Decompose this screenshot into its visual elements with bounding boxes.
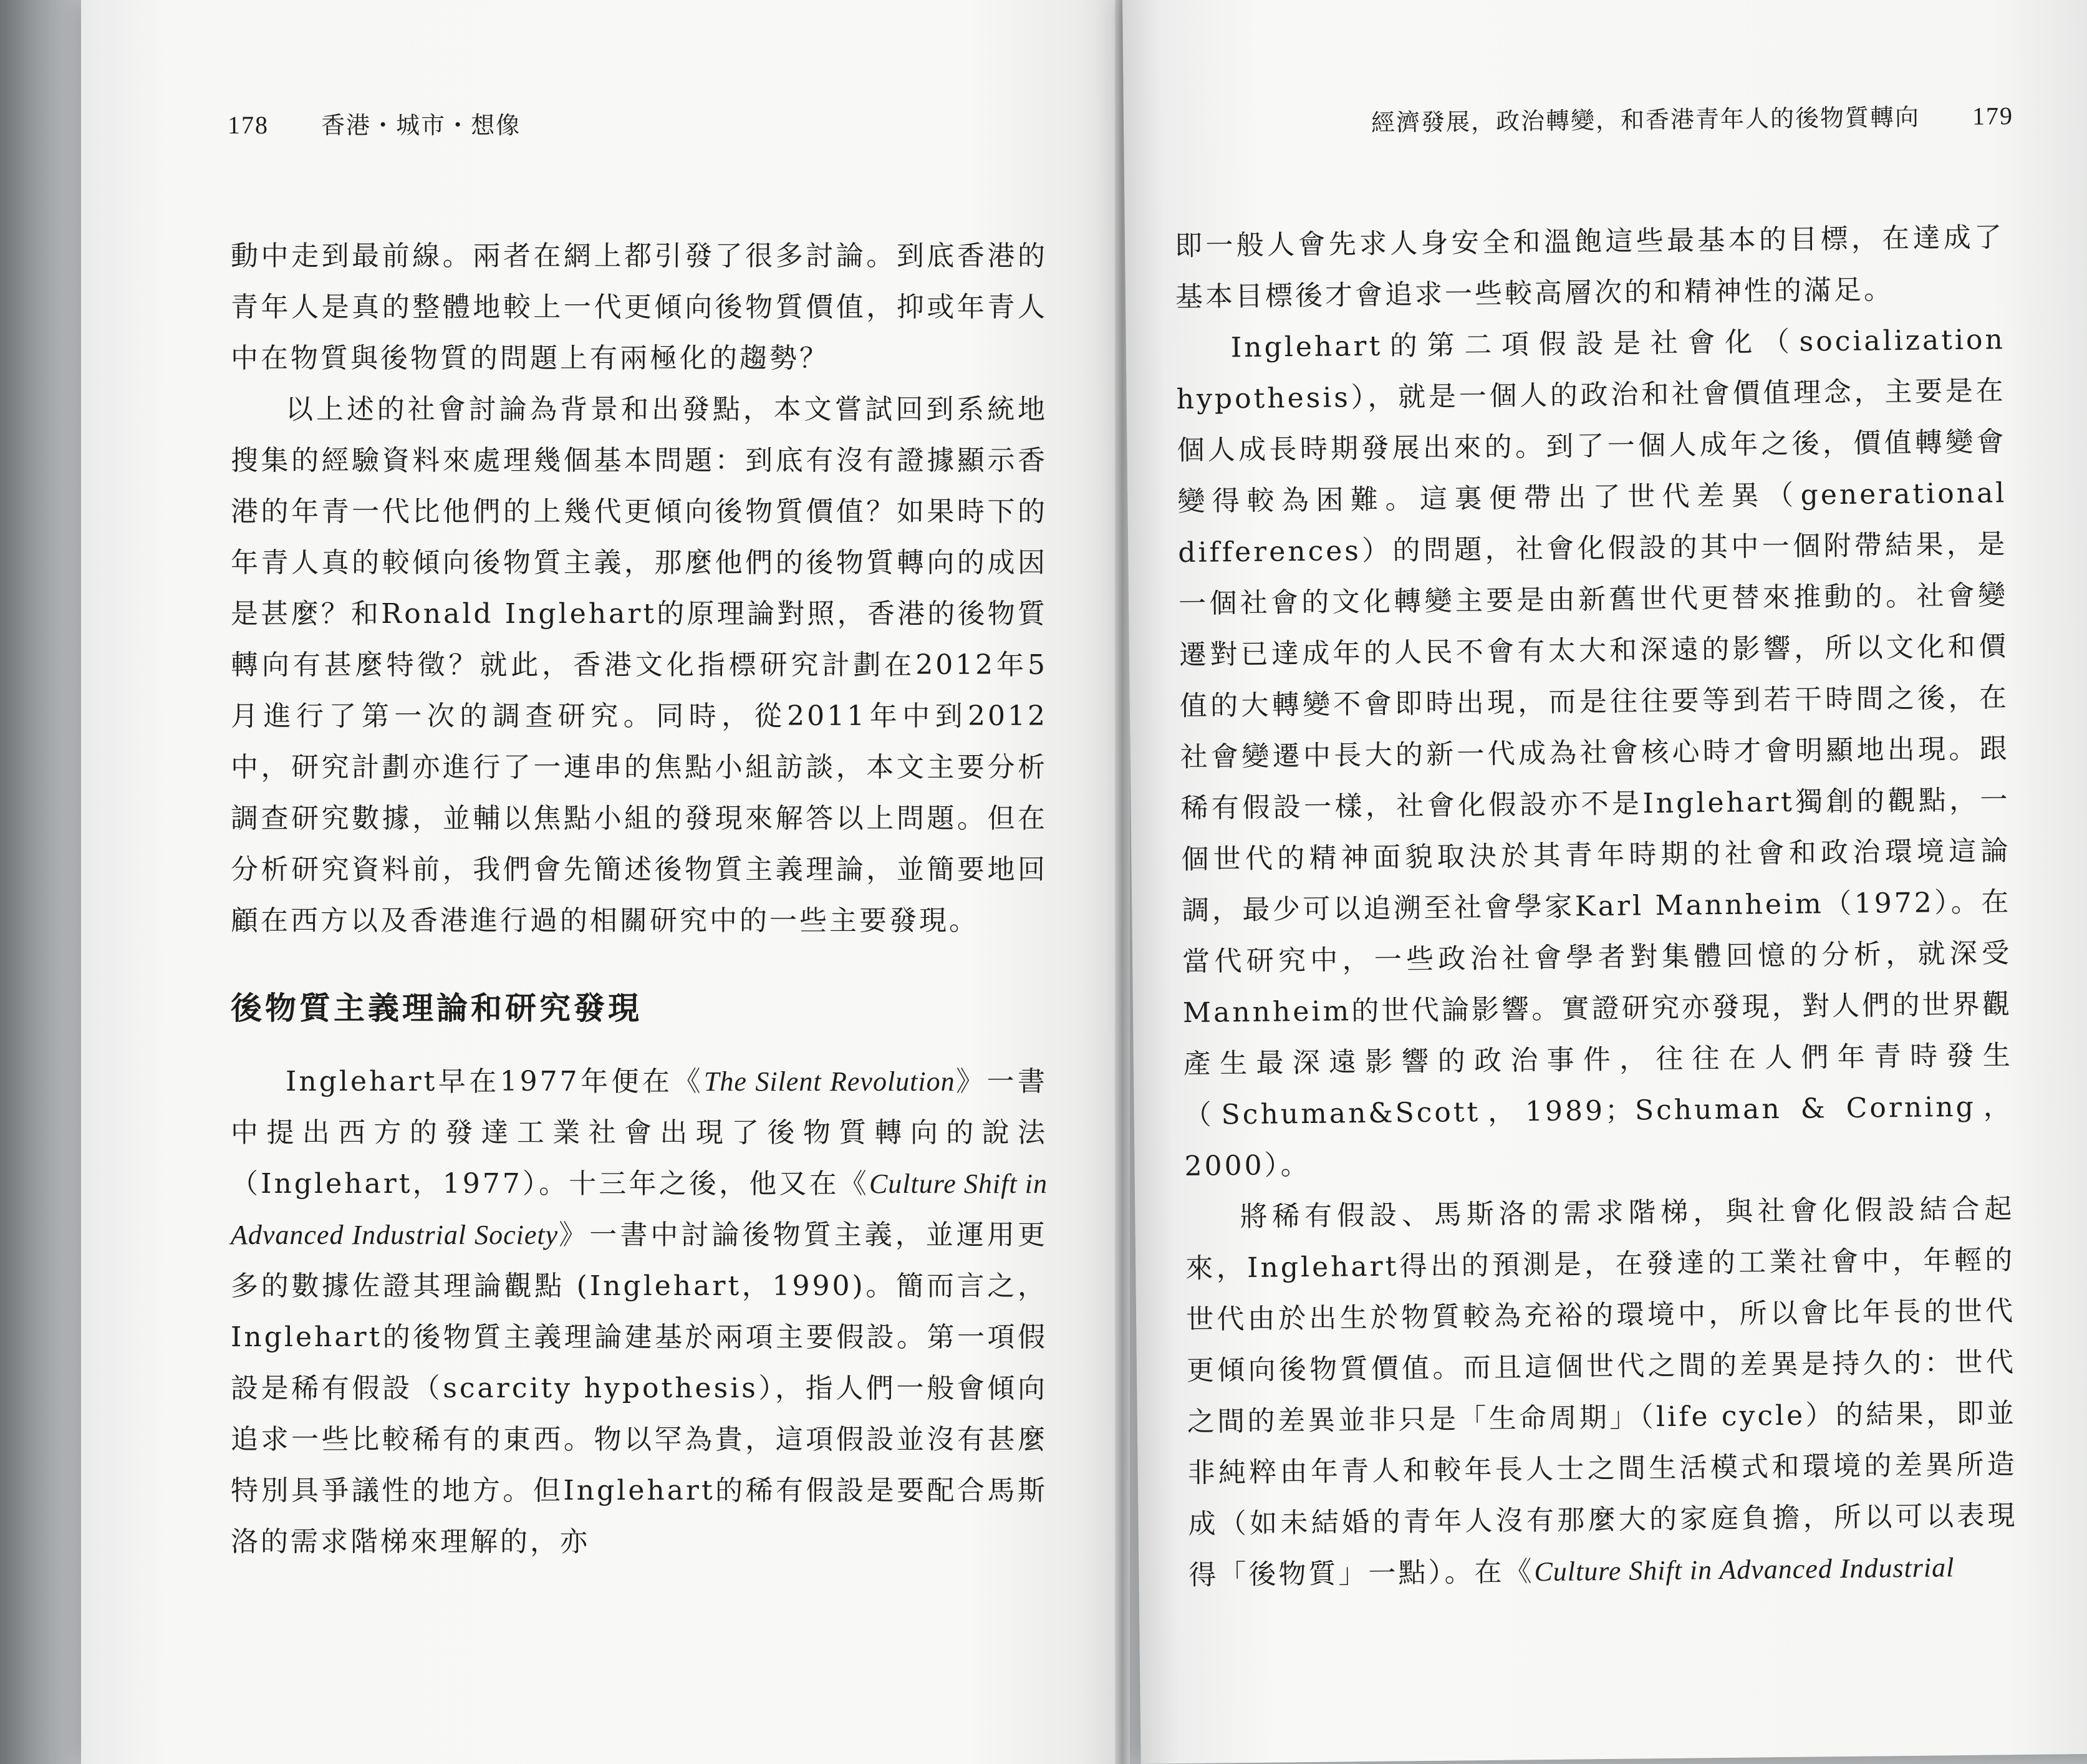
right-body-text	[1175, 212, 2018, 1601]
right-paragraph-1: 即一般人會先求人身安全和溫飽這些最基本的目標，在達成了基本目標後才會追求一些較高層次的和精神性的滿足。	[1174, 221, 2005, 314]
section-heading: 後物質主義理論和研究發現	[231, 990, 642, 1026]
left-paragraph-3-part-a: Inglehart早在1977年便在《	[286, 1066, 704, 1097]
left-running-head: 香港・城市・想像	[321, 112, 521, 139]
right-running-head: 經濟發展，政治轉變，和香港青年人的後物質轉向	[1371, 103, 1921, 137]
left-page	[81, 0, 1122, 1764]
right-paragraph-2: Inglehart的第二項假設是社會化（socialization hypothesis），就是一個人的政治和社會價值理念，主要是在個人成長時期發展出來的。到了一個人成年之後，價值轉變會變得較為困難。這裏便帶出了世代差異（generational differences）的問題，社會化假設的其中一個附帶結果，是一個社會的文化轉變主要是由新舊世代更替來推動的。社會變遷對已達成年的人民不會有太大和深遠的影響，所以文化和價值的大轉變不會即時出現，而是往往要等到若干時間之後，在社會變遷中長大的新一代成為社會核心時才會明顯地出現。跟稀有假設一樣，社會化假設亦不是Inglehart獨創的觀點，一個世代的精神面貌取決於其青年時期的社會和政治環境這論調，最少可以追溯至社會學家Karl Mannheim（1972）。在當代研究中，一些政治社會學者對集體回憶的分析，就深受Mannheim的世代論影響。實證研究亦發現，對人們的世界觀產生最深遠影響的政治事件，往往在人們年青時發生（Schuman&Scott，1989；Schuman & Corning，2000）。	[1176, 324, 2013, 1183]
book-title-silent-revolution: The Silent Revolution	[703, 1066, 955, 1097]
right-page-number: 179	[1972, 102, 2014, 130]
left-paragraph-3	[231, 1056, 1048, 1568]
book-edge	[0, 0, 94, 1764]
right-paragraph-3	[1185, 1183, 2018, 1601]
left-body-text	[231, 231, 1048, 1568]
right-page	[1122, 0, 2087, 1764]
left-page-number: 178	[228, 111, 269, 139]
left-paragraph-1: 動中走到最前線。兩者在網上都引發了很多討論。到底香港的青年人是真的整體地較上一代更傾向後物質價值，抑或年青人中在物質與後物質的問題上有兩極化的趨勢？	[231, 240, 1048, 374]
left-page-header	[228, 106, 521, 140]
right-page-header	[1371, 97, 2014, 138]
book-title-culture-shift: Culture Shift in Advanced Industrial Society	[231, 1169, 1048, 1250]
left-paragraph-3-part-b: 》一書中提出西方的發達工業社會出現了後物質轉向的說法（Inglehart，1977）。十三年之後，他又在《	[231, 1066, 1048, 1200]
left-paragraph-2: 以上述的社會討論為背景和出發點，本文嘗試回到系統地搜集的經驗資料來處理幾個基本問題：到底有沒有證據顯示香港的年青一代比他們的上幾代更傾向後物質價值？如果時下的年青人真的較傾向後物質主義，那麼他們的後物質轉向的成因是甚麼？和Ronald Inglehart的原理論對照，香港的後物質轉向有甚麼特徵？就此，香港文化指標研究計劃在2012年5月進行了第一次的調查研究。同時，從2011年中到2012中，研究計劃亦進行了一連串的焦點小組訪談，本文主要分析調查研究數據，並輔以焦點小組的發現來解答以上問題。但在分析研究資料前，我們會先簡述後物質主義理論，並簡要地回顧在西方以及香港進行過的相關研究中的一些主要發現。	[231, 393, 1048, 937]
book-title-culture-shift-right: Culture Shift in Advanced Industrial	[1534, 1552, 1955, 1588]
right-paragraph-3-part-a: 將稀有假設、馬斯洛的需求階梯，與社會化假設結合起來，Inglehart得出的預測是，在發達的工業社會中，年輕的世代由於出生於物質較為充裕的環境中，所以會比年長的世代更傾向後物質價值。而且這個世代之間的差異是持久的：世代之間的差異並非只是「生命周期」（life cycle）的結果，即並非純粹由年青人和較年長人士之間生活模式和環境的差異所造成（如未結婚的青年人沒有那麼大的家庭負擔，所以可以表現得「後物質」一點）。在《	[1185, 1193, 2018, 1592]
left-paragraph-3-part-c: 》一書中討論後物質主義，並運用更多的數據佐證其理論觀點 (Inglehart，1990)。簡而言之，Inglehart的後物質主義理論建基於兩項主要假設。第一項假設是稀有假設（scarcity hypothesis），指人們一般會傾向追求一些比較稀有的東西。物以罕為貴，這項假設並沒有甚麼特別具爭議性的地方。但Inglehart的稀有假設是要配合馬斯洛的需求階梯來理解的，亦	[231, 1219, 1048, 1558]
